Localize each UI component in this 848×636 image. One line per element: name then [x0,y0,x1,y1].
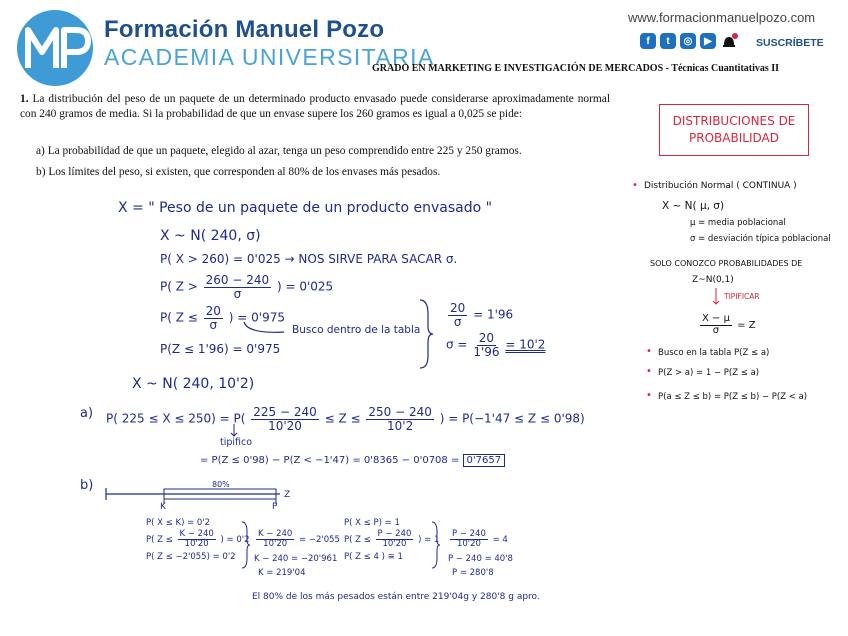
youtube-icon[interactable]: ▶ [700,33,716,49]
course-title: GRADO EN MARKETING E INVESTIGACIÓN DE MERCADOS - Técnicas Cuantitativas II [372,63,780,74]
side-bullet-interval: P(a ≤ Z ≤ b) = P(Z ≤ b) − P(Z < a) [658,392,808,402]
topic-box [659,104,809,156]
part-b-label: b) [80,478,94,493]
b-right-2: P( Z ≤ $\frac{P - 240}{10'20}$ ) = 1 [344,529,440,549]
side-tipificar: TIPIFICAR [724,292,760,301]
b-left-2: P( Z ≤ $\frac{K - 240}{10'20}$ ) = 0'2 [146,529,250,549]
subscribe-button[interactable]: SUSCRÍBETE [756,37,824,49]
part-a-equation: P( 225 ≤ X ≤ 250) = P( $\frac{225 - 240}{10'20}$ ≤ Z ≤ $\frac{250 - 240}{10'2}$ ) = P(−1'47 ≤ Z ≤ 0'98) [106,405,585,433]
side-solo: SOLO CONOZCO PROBABILIDADES DE [650,259,803,268]
b-right-1: P( X ≤ P) = 1 [344,518,400,528]
twitter-icon[interactable]: t [660,33,676,49]
bullet-dot-1: • [632,180,638,191]
problem-number: 1. [20,93,29,105]
problem-statement [20,92,610,122]
part-a-label: a) [80,406,94,421]
tipificar-arrow [712,288,720,306]
side-standardize: $\frac{X - \mu}{\sigma}$ = Z [702,313,756,336]
diagram-p: P [272,502,278,512]
side-dist: X ~ N( μ, σ) [662,200,725,212]
part-a-result: = P(Z ≤ 0'98) − P(Z < −1'47) = 0'8365 − 0'0708 = 0'7657 [200,455,505,466]
item-b: b) Los límites del peso, si existen, que corresponden al 80% de los envases más pesados. [36,166,441,178]
p-z-standardized: P( Z > $\frac{260 - 240}{\sigma}$ ) = 0'025 [160,273,334,301]
item-a: a) La probabilidad de que un paquete, elegido al azar, tenga un peso comprendido entre 225 y 250 gramos. [36,145,522,157]
number-line-diagram [104,482,294,512]
x-distribution-final: X ~ N( 240, 10'2) [132,376,255,392]
busco-tabla-note: Busco dentro de la tabla [292,324,421,336]
side-sigma: σ = desviación típica poblacional [690,234,831,244]
bullet-dot-3: • [646,366,652,377]
tipifico-arrow [230,424,238,438]
b-right-3: P( Z ≤ 4 ) ≅ 1 [344,552,403,562]
equation-sigma-1: $\frac{20}{\sigma}$ = 1'96 [450,301,514,329]
topic-line-1: DISTRIBUCIONES DE [672,114,796,128]
brace-right [418,298,434,370]
topic-line-2: PROBABILIDAD [689,131,779,145]
brand-subtitle: ACADEMIA UNIVERSITARIA [104,44,435,70]
b-mid-2: K − 240 = −20'961 [254,554,338,564]
b-left-1: P( X ≤ K) = 0'2 [146,518,211,528]
x-distribution: X ~ N( 240, σ) [160,228,261,244]
bell-icon[interactable] [720,33,738,49]
b-far-1: $\frac{P - 240}{10'20}$ = 4 [452,529,508,549]
equation-sigma-2: σ = $\frac{20}{1'96}$ = 10'2 [446,331,546,359]
academy-logo [14,8,96,88]
side-zn: Z~N(0,1) [692,275,734,285]
b-left-3: P( Z ≤ −2'055) = 0'2 [146,552,236,562]
diagram-pct: 80% [212,480,230,489]
side-bullet-normal: Distribución Normal ( CONTINUA ) [644,181,797,191]
social-links [640,33,738,49]
problem-text: La distribución del peso de un paquete de un determinado producto envasado puede considerarse aproximadamente normal con 240 gramos de media. Si la probabilidad de que un envase supere los 260 gramos es igual a 0,025 se pide: [20,93,610,120]
brace-b-left [240,520,250,570]
p-z-le: P( Z ≤ $\frac{20}{\sigma}$ ) = 0'975 [160,304,285,332]
p-x-260: P( X > 260) = 0'025 → NOS SIRVE PARA SACAR σ. [160,252,458,266]
instagram-icon[interactable]: ◎ [680,33,696,49]
bullet-dot-4: • [646,390,652,401]
website-link[interactable]: www.formacionmanuelpozo.com [628,10,816,25]
definition-x: X = " Peso de un paquete de un producto envasado " [118,200,493,216]
bullet-dot-2: • [646,346,652,357]
diagram-k: K [160,502,166,512]
b-mid-1: $\frac{K - 240}{10'20}$ = −2'055 [258,529,340,549]
arrow-to-table [240,320,288,340]
brand-name: Formación Manuel Pozo [104,16,385,43]
part-a-answer: 0'7657 [463,454,506,467]
conclusion: El 80% de los más pesados están entre 219'04g y 280'8 g apro. [252,592,540,602]
side-mu: μ = media poblacional [690,218,786,228]
diagram-z: Z [284,490,291,500]
tipifico-note: tipifico [220,437,253,448]
b-far-3: P = 280'8 [452,568,494,578]
side-bullet-complement: P(Z > a) = 1 − P(Z ≤ a) [658,368,760,378]
facebook-icon[interactable]: f [640,33,656,49]
b-mid-3: K = 219'04 [258,568,306,578]
p-z-196: P(Z ≤ 1'96) = 0'975 [160,342,281,356]
side-bullet-table: Busco en la tabla P(Z ≤ a) [658,348,770,358]
brace-b-right [430,520,440,570]
b-far-2: P − 240 = 40'8 [448,554,513,564]
